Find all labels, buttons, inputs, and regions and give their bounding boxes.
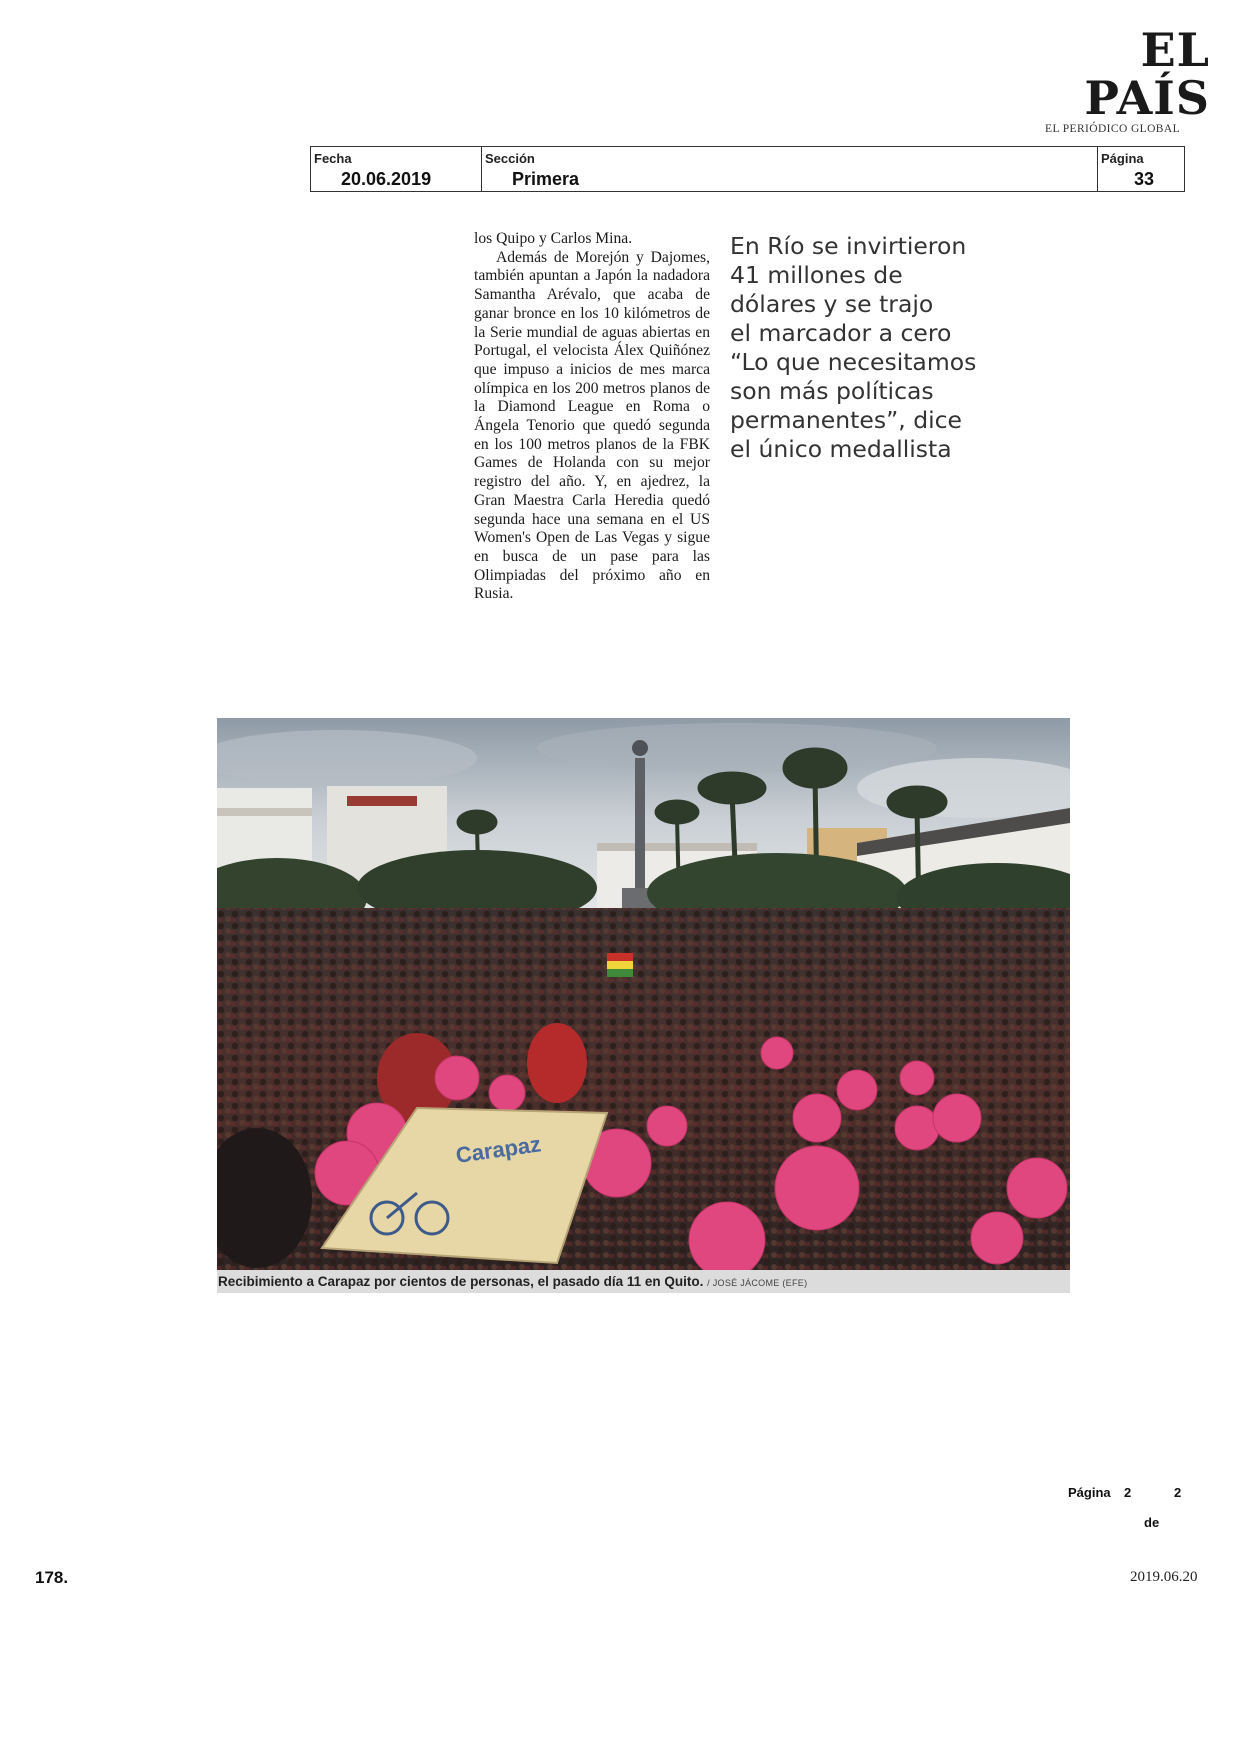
photo-caption <box>217 1270 1070 1293</box>
pull-quote-line: permanentes”, dice <box>730 406 963 434</box>
sign-text: Carapaz <box>454 1131 543 1168</box>
footer-page-label: Página <box>1068 1485 1111 1500</box>
pull-quote-line: son más políticas <box>730 377 934 405</box>
caption-text: Recibimiento a Carapaz por cientos de personas, el pasado día 11 en Quito. <box>218 1274 704 1289</box>
flag-icon <box>607 953 633 977</box>
footer-page-total: 2 <box>1174 1485 1182 1500</box>
footer-date: 2019.06.20 <box>1130 1569 1198 1585</box>
photo-credit: / JOSÉ JÁCOME (EFE) <box>707 1278 808 1288</box>
article-body <box>474 230 710 604</box>
document-number: 178. <box>35 1568 69 1587</box>
footer-page-current: 2 <box>1124 1485 1132 1500</box>
section-cell <box>481 147 1097 191</box>
date-cell <box>311 147 481 191</box>
pull-quote-line: el único medallista <box>730 435 952 463</box>
pull-quote-line: dólares y se trajo <box>730 290 934 318</box>
date-value: 20.06.2019 <box>341 169 432 189</box>
section-label: Sección <box>485 151 535 166</box>
masthead <box>1010 23 1210 135</box>
section-value: Primera <box>512 169 580 189</box>
pull-quote-line: el marcador a cero <box>730 319 952 347</box>
pull-quote-line: En Río se invirtieron <box>730 232 967 260</box>
pull-quote <box>730 232 980 464</box>
pull-quote-line: 41 millones de <box>730 261 903 289</box>
pull-quote-line: “Lo que necesitamos <box>730 348 977 376</box>
crowd-photo <box>217 718 1070 1270</box>
article-paragraph: los Quipo y Carlos Mina. <box>474 230 633 247</box>
footer-page-of: de <box>1144 1515 1160 1530</box>
newspaper-tagline: EL PERIÓDICO GLOBAL <box>1045 123 1180 135</box>
page-value: 33 <box>1134 169 1155 189</box>
newspaper-logo: EL PAÍS <box>1084 23 1210 125</box>
article-paragraph: Además de Morejón y Dajomes, también apuntan a Japón la nadadora Samantha Arévalo, que acaba de ganar bronce en los 10 kilómetros de la Serie mundial de aguas abiertas en Portugal, el velocista Álex Quiñónez que impuso a inicios de mes marca olímpica en los 200 metros planos de la Diamond League en Roma o Ángela Tenorio que quedó segunda en los 100 metros planos de la FBK Games de Holanda con su mejor registro del año. Y, en ajedrez, la Gran Maestra Carla Heredia quedó segunda hace una semana en el US Women's Open de Las Vegas y sigue en busca de un pase para las Olimpiadas del próximo año en Rusia. <box>474 248 710 603</box>
page-label: Página <box>1101 151 1144 166</box>
crowd-photo-illustration <box>217 718 1070 1270</box>
page-cell <box>1097 147 1184 191</box>
clipping-info-box <box>310 146 1185 192</box>
date-label: Fecha <box>314 151 352 166</box>
